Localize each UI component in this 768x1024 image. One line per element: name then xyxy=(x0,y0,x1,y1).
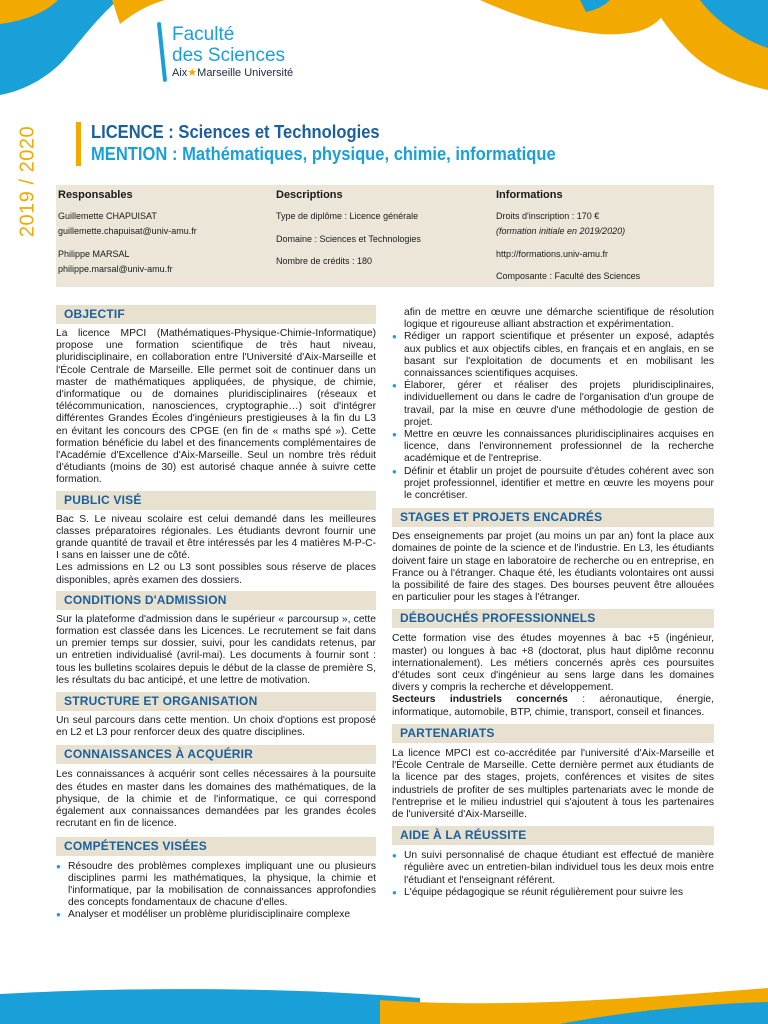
desc-credits: Nombre de crédits : 180 xyxy=(276,256,373,266)
info-composante: Composante : Faculté des Sciences xyxy=(496,271,641,281)
competences-list xyxy=(56,861,376,922)
footer-decoration xyxy=(0,986,768,1024)
objectif-text: La licence MPCI (Mathématiques-Physique-Chimie-Informatique) propose une formation scientifique de très haut niveau, pluridisciplinaire, en collaboration entre l'Université d'Aix-Marseille et l'École Centrale de Marseille. Elle permet soit de continuer dans un master de mathématiques appliquées, de physique, de chimie, d'informatique ou de domaines pluridisciplinaires (réseaux et télécommunication, nanosciences, cryptographie…) soit d'intégrer différentes Grandes Écoles d'ingénieurs prestigieuses à la fin du L3 en évitant les concours des CPGE (en fin de « maths spé »). Cette formation bénéficie du label et des financements complémentaires de l'Académie d'Excellence d'Aix-Marseille. Seul un nombre très réduit d'étudiants (moins de 30) est autorisé chaque année à suivre cette formation. xyxy=(56,328,376,486)
section-connaissances: CONNAISSANCES À ACQUÉRIR xyxy=(56,745,376,764)
list-item: ● Mettre en œuvre les connaissances pluridisciplinaires acquises en licence, dans l'environnement professionnel de la recherche académique et de l'entreprise. xyxy=(392,429,714,466)
public-text-2: Les admissions en L2 ou L3 sont possibles sous réserve de places disponibles, après examen des dossiers. xyxy=(56,562,376,586)
public-text-1: Bac S. Le niveau scolaire est celui demandé dans les meilleures classes préparatoires régionales. Les étudiants devront fournir une grande quantité de travail et être intéressés par les 4 matières M-P-C-I sans en laisser une de côté. xyxy=(56,513,376,562)
list-item: ● Définir et établir un projet de poursuite d'études cohérent avec son projet professionnel, identifier et mettre en œuvre les moyens pour le concrétiser. xyxy=(392,466,714,503)
list-item: ● Analyser et modéliser un problème pluridisciplinaire complexe xyxy=(56,909,376,921)
partenariats-text: La licence MPCI est co-accréditée par l'université d'Aix-Marseille et l'École Centrale de Marseille. Cette dernière permet aux étudiants de la licence par des stages, projets, conférences et visites de sites industriels de profiter de ses multiples partenariats avec le monde de l'entreprise et le milieu industriel qui s'ajoutent à tous les partenaires de l'université d'Aix-Marseille. xyxy=(392,747,714,820)
header-decoration xyxy=(0,0,768,110)
section-partenariats: PARTENARIATS xyxy=(392,724,714,743)
info-droits-note: (formation initiale en 2019/2020) xyxy=(496,226,626,236)
resp2-name: Philippe MARSAL xyxy=(58,249,130,259)
info-url[interactable]: http://formations.univ-amu.fr xyxy=(496,249,609,259)
resp2-mail[interactable]: philippe.marsal@univ-amu.fr xyxy=(58,264,173,274)
secteurs-label: Secteurs industriels concernés xyxy=(392,694,568,706)
section-debouches: DÉBOUCHÉS PROFESSIONNELS xyxy=(392,609,714,628)
resp1-name: Guillemette CHAPUISAT xyxy=(58,211,157,221)
col-head-responsables: Responsables xyxy=(58,189,133,201)
resp1-mail[interactable]: guillemette.chapuisat@univ-amu.fr xyxy=(58,226,197,236)
page-subtitle: MENTION : Mathématiques, physique, chimie, informatique xyxy=(91,144,556,164)
debouches-text-1: Cette formation vise des études moyennes à bac +5 (ingénieur, master) ou longues à bac +8 (doctorat, plus haut diplôme reconnu internationalement). Les métiers concernés après ces poursuites d'études sont ceux d'ingénieur au sens large dans les domaines divers y compris la recherche et développement. xyxy=(392,633,714,694)
aide-list xyxy=(392,850,714,899)
year-label xyxy=(8,120,48,250)
section-public: PUBLIC VISÉ xyxy=(56,491,376,510)
connaissances-text: Les connaissances à acquérir sont celles nécessaires à la poursuite des études en master dans les domaines des mathématiques, de la physique, de la chimie et de l'informatique, ce qui correspond également aux connaissances demandées par les grandes écoles recrutant en fin de licence. xyxy=(56,769,376,830)
col-head-descriptions: Descriptions xyxy=(276,189,343,201)
desc-domaine: Domaine : Sciences et Technologies xyxy=(276,234,421,244)
logo-line3 xyxy=(172,67,293,79)
logo-line2: des Sciences xyxy=(172,45,286,66)
left-column xyxy=(56,305,376,922)
list-item: ● Résoudre des problèmes complexes impliquant une ou plusieurs disciplines parmi les mathématiques, la physique, la chimie et l'informatique, par la mobilisation de connaissances approfondies des concepts fondamentaux de chacune d'elles. xyxy=(56,861,376,910)
logo-star-icon: ★ xyxy=(187,67,198,79)
section-competences: COMPÉTENCES VISÉES xyxy=(56,837,376,856)
secteurs-text xyxy=(392,694,714,718)
col-head-informations: Informations xyxy=(496,189,563,201)
debouches-text xyxy=(392,633,714,718)
title-accent-bar xyxy=(76,122,81,166)
public-text xyxy=(56,514,376,587)
section-stages: STAGES ET PROJETS ENCADRÉS xyxy=(392,508,714,527)
logo-aix: Aix xyxy=(172,67,188,79)
logo-line1: Faculté xyxy=(172,24,235,45)
stages-text: Des enseignements par projet (au moins un par an) font la place aux domaines de pointe de la science et de l'industrie. En L3, les étudiants doivent faire un stage en laboratoire de recherche ou en entreprise, en France ou à l'étranger. Chaque été, les étudiants volontaires ont aussi la possibilité de faire des stages. Des bourses peuvent être allouées en particulier pour les stages à l'étranger. xyxy=(392,531,714,604)
list-item: ● Un suivi personnalisé de chaque étudiant est effectué de manière régulière avec un entretien-bilan individuel tous les deux mois entre l'étudiant et l'enseignant référent. xyxy=(392,850,714,887)
info-droits: Droits d'inscription : 170 € xyxy=(496,211,600,221)
right-column xyxy=(392,307,714,899)
competences-continued: afin de mettre en œuvre une démarche scientifique de résolution logique et rigoureuse alliant abstraction et expérimentation. xyxy=(404,307,714,331)
list-item: ● Élaborer, gérer et réaliser des projets pluridisciplinaires, individuellement ou dans le cadre de l'organisation d'un groupe de travail, par la mise en œuvre d'une méthodologie de gestion de projet. xyxy=(392,380,714,429)
desc-type: Type de diplôme : Licence générale xyxy=(276,211,419,221)
competences-list-continued xyxy=(392,331,714,502)
section-aide: AIDE À LA RÉUSSITE xyxy=(392,826,714,845)
list-item: ● L'équipe pédagogique se réunit régulièrement pour suivre les xyxy=(392,887,714,899)
section-conditions: CONDITIONS D'ADMISSION xyxy=(56,591,376,610)
list-item: ● Rédiger un rapport scientifique et présenter un exposé, adaptés aux publics et aux objectifs cibles, en français et en anglais, en se basant sur l'exploitation de documents et en mobilisant les connaissances scientifiques acquises. xyxy=(392,331,714,380)
section-objectif: OBJECTIF xyxy=(56,305,376,324)
conditions-text: Sur la plateforme d'admission dans le supérieur « parcoursup », cette formation est classée dans les Licences. Le recrutement se fait dans un premier temps sur dossier, suivi, pour les candidats retenus, par un entretien individualisé (avril-mai). Les documents à fournir sont : tous les bulletins scolaires depuis le début de la classe de première S, les résultats du bac anticipé, et une lettre de motivation. xyxy=(56,613,376,686)
section-structure: STRUCTURE ET ORGANISATION xyxy=(56,692,376,711)
year-text: 2019 / 2020 xyxy=(16,125,39,238)
info-box xyxy=(56,185,714,287)
secteurs-value: : aéronautique, énergie, informatique, automobile, BTP, chimie, transport, conseil et finances. xyxy=(392,694,714,718)
structure-text: Un seul parcours dans cette mention. Un choix d'options est proposé en L2 et L3 pour renforcer deux des quatre disciplines. xyxy=(56,715,376,739)
logo-univ: Marseille Université xyxy=(197,67,294,79)
page-title: LICENCE : Sciences et Technologies xyxy=(91,122,380,142)
